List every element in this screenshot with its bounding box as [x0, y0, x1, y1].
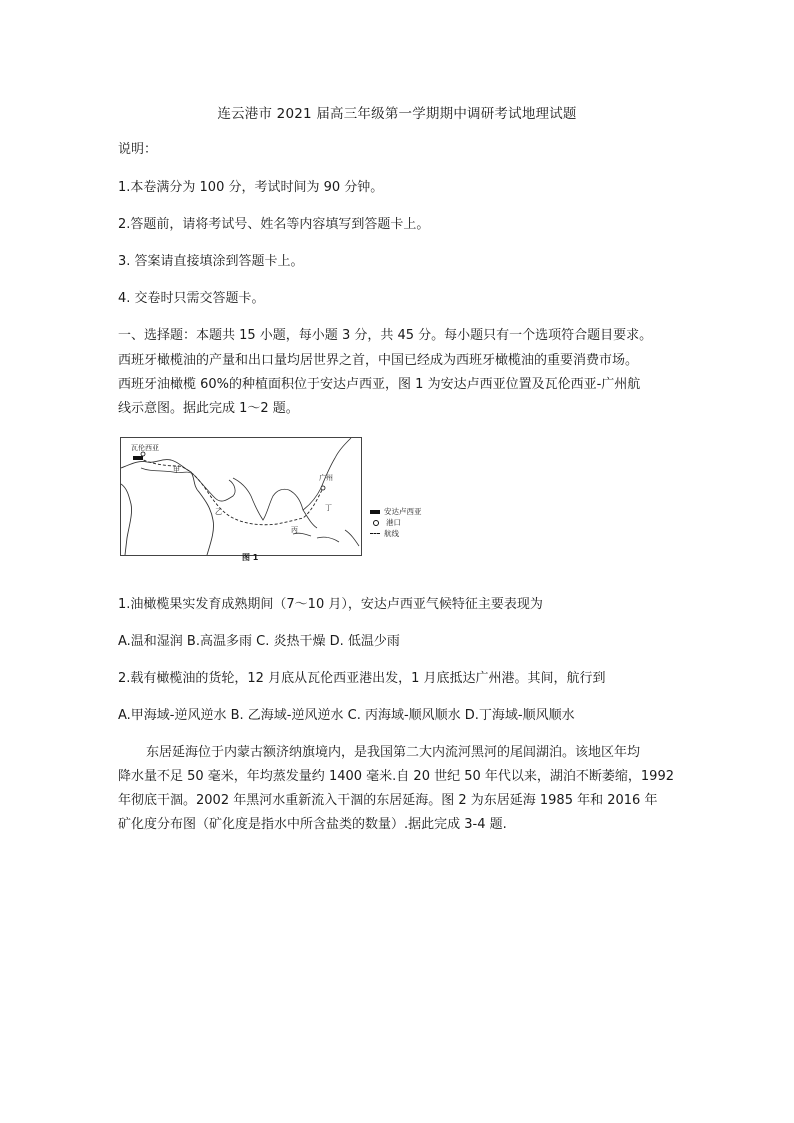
section1-line-1: 一、选择题：本题共 15 小题，每小题 3 分，共 45 分。每小题只有一个选项符合题目要求。 [118, 328, 653, 343]
section1-line-2: 西班牙橄榄油的产量和出口量均居世界之首，中国已经成为西班牙橄榄油的重要消费市场。 [118, 353, 639, 368]
instructions-heading: 说明： [118, 142, 158, 157]
instruction-item-1: 1.本卷满分为 100 分，考试时间为 90 分钟。 [118, 180, 384, 195]
q1-options: A.温和湿润 B.高温多雨 C. 炎热干燥 D. 低温少雨 [118, 634, 400, 649]
instruction-item-4: 4. 交卷时只需交答题卡。 [118, 291, 265, 306]
legend-andalusia: 安达卢西亚 [370, 506, 422, 517]
label-yi: 乙 [215, 508, 222, 516]
label-bing: 丙 [291, 526, 298, 534]
label-valencia: 瓦伦西亚 [131, 444, 159, 452]
passage2-line-3: 年彻底干涸。2002 年黑河水重新流入干涸的东居延海。图 2 为东居延海 1985 年和 2016 年 [118, 793, 658, 808]
q2-stem: 2.载有橄榄油的货轮，12 月底从瓦伦西亚港出发，1 月底抵达广州港。其间，航行到 [118, 671, 606, 686]
label-ding: 丁 [325, 504, 332, 512]
instruction-item-2: 2.答题前，请将考试号、姓名等内容填写到答题卡上。 [118, 217, 430, 232]
figure1-legend [370, 506, 422, 539]
section1-line-4: 线示意图。据此完成 1～2 题。 [118, 401, 299, 416]
andalusia-swatch-icon [370, 510, 380, 514]
figure1-map [120, 437, 362, 556]
valencia-port [141, 452, 145, 456]
legend-port: 港口 [370, 517, 422, 528]
q1-stem: 1.油橄榄果实发育成熟期间（7～10 月），安达卢西亚气候特征主要表现为 [118, 597, 543, 612]
passage2-line-4: 矿化度分布图（矿化度是指水中所含盐类的数量）.据此完成 3-4 题. [118, 817, 507, 832]
section1-line-3: 西班牙油橄榄 60%的种植面积位于安达卢西亚，图 1 为安达卢西亚位置及瓦伦西亚-广州航 [118, 377, 641, 392]
world-map-outline [121, 438, 361, 555]
andalusia-marker [133, 456, 143, 460]
guangzhou-port [321, 486, 325, 490]
legend-route: 航线 [370, 528, 422, 539]
q2-options: A.甲海域-逆风逆水 B. 乙海域-逆风逆水 C. 丙海域-顺风顺水 D.丁海域-顺风顺水 [118, 708, 575, 723]
figure1-caption: 图 1 [242, 553, 259, 562]
passage2-line-1: 东居延海位于内蒙古额济纳旗境内，是我国第二大内流河黑河的尾闾湖泊。该地区年均 [146, 745, 641, 760]
instruction-item-3: 3. 答案请直接填涂到答题卡上。 [118, 254, 304, 269]
label-jia: 甲 [173, 466, 180, 474]
port-circle-icon [373, 520, 379, 526]
route-dash-icon [370, 533, 380, 534]
passage2-line-2: 降水量不足 50 毫米，年均蒸发量约 1400 毫米.自 20 世纪 50 年代以来，湖泊不断萎缩，1992 [118, 769, 674, 784]
page-title: 连云港市 2021 届高三年级第一学期期中调研考试地理试题 [217, 106, 577, 122]
label-guangzhou: 广州 [319, 474, 333, 482]
